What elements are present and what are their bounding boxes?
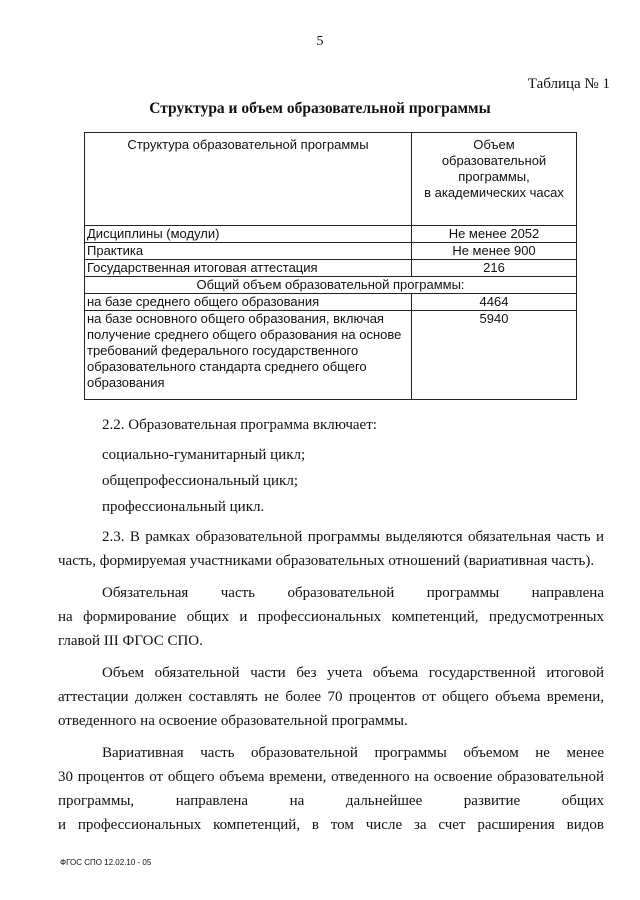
- table-label: Таблица № 1: [527, 76, 610, 92]
- row-value: 4464: [412, 294, 577, 311]
- list-item: общепрофессиональный цикл;: [102, 473, 298, 489]
- table-row: [85, 294, 577, 311]
- total-volume-label: Общий объем образовательной программы:: [85, 277, 577, 294]
- paragraph-line: 2.3. В рамках образовательной программы выделяются обязательная часть и: [102, 529, 604, 545]
- paragraph: [58, 525, 604, 573]
- paragraph-line: аттестации должен составлять не более 70 процентов от общего объема времени,: [58, 689, 604, 705]
- row-label: Практика: [85, 243, 412, 260]
- program-structure-table: [84, 132, 577, 400]
- table-row: [85, 260, 577, 277]
- paragraph-line: часть, формируемая участниками образовательных отношений (вариативная часть).: [58, 553, 595, 569]
- header-volume-line: Объем: [473, 137, 515, 152]
- paragraph-line: и профессиональных компетенций, в том числе за счет расширения видов: [58, 817, 604, 833]
- header-volume-line: программы,: [458, 169, 530, 184]
- paragraph-line: программы, направлена на дальнейшее развитие общих: [58, 793, 604, 809]
- paragraph-line: главой III ФГОС СПО.: [58, 633, 203, 649]
- paragraph-line: 30 процентов от общего объема времени, отведенного на освоение образовательной: [58, 769, 604, 785]
- total-volume-row: [85, 277, 577, 294]
- page-number: 5: [316, 34, 324, 49]
- table-header-row: [85, 133, 577, 226]
- paragraph: [58, 741, 604, 837]
- list-item: социально-гуманитарный цикл;: [102, 447, 306, 463]
- row-label: на базе среднего общего образования: [85, 294, 412, 311]
- list-item: профессиональный цикл.: [102, 499, 265, 515]
- paragraph-line: Вариативная часть образовательной программы объемом не менее: [102, 745, 604, 761]
- footer-code: ФГОС СПО 12.02.10 - 05: [60, 858, 152, 867]
- row-value: Не менее 900: [412, 243, 577, 260]
- paragraph-line: Обязательная часть образовательной программы направлена: [102, 585, 604, 601]
- body-text: [58, 413, 604, 837]
- paragraph: [58, 581, 604, 653]
- paragraph-line: отведенного на освоение образовательной программы.: [58, 713, 408, 729]
- table-row: [85, 243, 577, 260]
- table-row: [85, 311, 577, 400]
- row-label: Государственная итоговая аттестация: [85, 260, 412, 277]
- header-volume: [412, 133, 577, 226]
- row-value: 5940: [412, 311, 577, 400]
- table-row: [85, 226, 577, 243]
- header-volume-line: в академических часах: [424, 185, 564, 200]
- paragraph: 2.2. Образовательная программа включает:: [102, 417, 377, 433]
- row-value: 216: [412, 260, 577, 277]
- document-title: Структура и объем образовательной программы: [149, 100, 491, 117]
- paragraph: [58, 661, 604, 733]
- header-volume-line: образовательной: [441, 153, 547, 168]
- row-value: Не менее 2052: [412, 226, 577, 243]
- paragraph-line: на формирование общих и профессиональных компетенций, предусмотренных: [58, 609, 604, 625]
- row-label: Дисциплины (модули): [85, 226, 412, 243]
- header-structure: Структура образовательной программы: [85, 133, 412, 226]
- paragraph-line: Объем обязательной части без учета объема государственной итоговой: [102, 665, 604, 681]
- row-label: на базе основного общего образования, включая получение среднего общего образования на основе требований федерального государственного образовательного стандарта среднего общего образования: [85, 311, 412, 400]
